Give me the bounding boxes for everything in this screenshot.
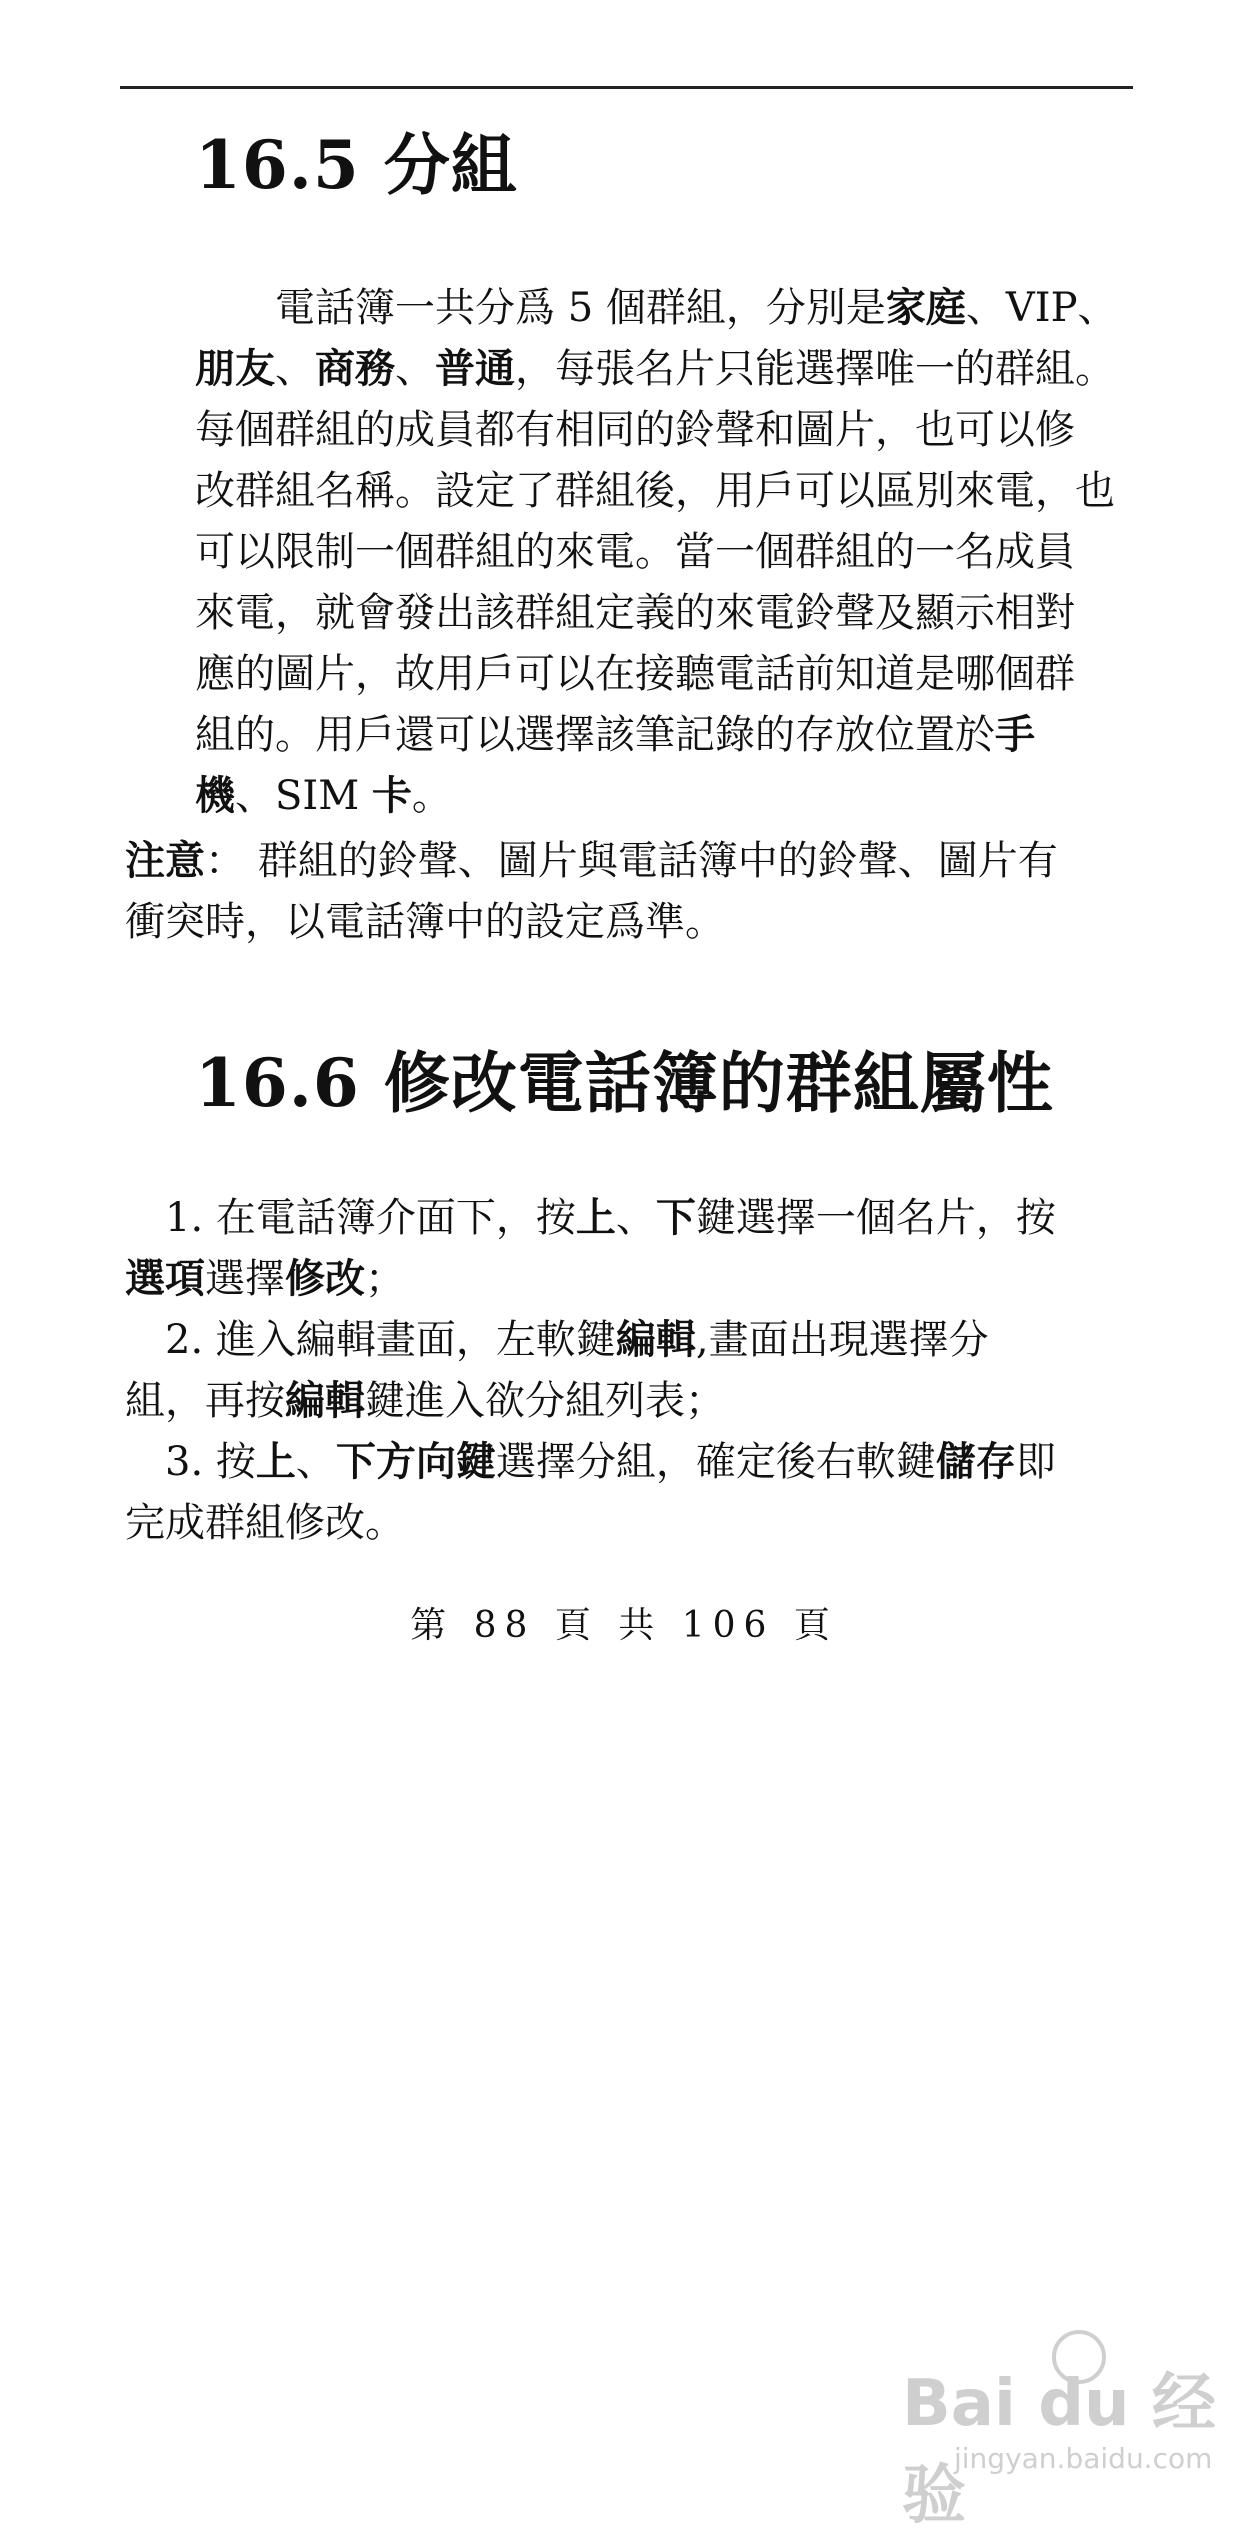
page-footer: 第 88 頁 共 106 頁 <box>410 1605 838 1646</box>
bold-term: 注意 <box>125 837 205 884</box>
bold-term: 下方向鍵 <box>335 1438 496 1485</box>
text-run: 完成群組修改。 <box>125 1500 405 1546</box>
text-run: 即 <box>1015 1439 1056 1485</box>
bold-term: 機 <box>195 772 235 819</box>
step-line <box>125 1190 1056 1246</box>
baidu-watermark <box>902 2322 1232 2533</box>
bold-term: 編輯 <box>285 1377 365 1424</box>
body-line <box>195 341 1115 397</box>
text-run: 、 <box>395 346 435 392</box>
bold-term: 卡 <box>371 772 412 819</box>
bold-term: 選項 <box>125 1255 205 1302</box>
text-run: 1. 在電話簿介面下，按 <box>125 1195 576 1241</box>
section-heading-16-6: 16.6 修改電話簿的群組屬性 <box>195 1044 1054 1122</box>
step-line <box>125 1312 989 1368</box>
text-run: 2. 進入編輯畫面，左軟鍵 <box>125 1317 616 1363</box>
step-line <box>125 1495 405 1551</box>
bold-term: 手 <box>995 711 1035 758</box>
text-run: 鍵進入欲分組列表； <box>365 1378 725 1424</box>
section-heading-16-5: 16.5 分組 <box>195 126 518 204</box>
text-run: 應的圖片，故用戶可以在接聽電話前知道是哪個群 <box>195 651 1075 697</box>
bold-term: 朋友 <box>195 345 275 392</box>
text-run: 來電，就會發出該群組定義的來電鈴聲及顯示相對 <box>195 590 1075 636</box>
text-run: 改群組名稱。設定了群組後，用戶可以區別來電，也 <box>195 468 1115 514</box>
text-run: 選擇分組，確定後右軟鍵 <box>495 1439 936 1485</box>
body-line <box>195 768 452 824</box>
bold-term: 普通 <box>435 345 515 392</box>
body-line <box>195 524 1075 580</box>
bold-term: 上 <box>575 1194 616 1241</box>
text-run: ； <box>365 1256 405 1302</box>
text-run: 、SIM <box>235 773 372 819</box>
text-run: 組，再按 <box>125 1378 285 1424</box>
body-line <box>195 646 1075 702</box>
text-run: 電話簿一共分爲 5 個群組，分別是 <box>195 285 886 331</box>
text-run: 每個群組的成員都有相同的鈴聲和圖片，也可以修 <box>195 407 1075 453</box>
step-line <box>125 1251 405 1307</box>
bold-term: 編輯 <box>615 1316 696 1363</box>
text-run: ,畫面出現選擇分 <box>695 1317 989 1363</box>
body-line <box>195 707 1035 763</box>
body-line <box>195 463 1115 519</box>
watermark-logo: Bai du 经验 <box>902 2367 1216 2533</box>
text-run: 、 <box>295 1439 336 1485</box>
bold-term: 修改 <box>285 1255 365 1302</box>
text-run: 衝突時，以電話簿中的設定爲準。 <box>125 899 725 945</box>
bold-term: 商務 <box>315 345 395 392</box>
top-rule <box>120 86 1133 89</box>
text-run: 、VIP、 <box>965 285 1118 331</box>
text-run: 可以限制一個群組的來電。當一個群組的一名成員 <box>195 529 1075 575</box>
text-run: ： 群組的鈴聲、圖片與電話簿中的鈴聲、圖片有 <box>205 838 1058 884</box>
text-run: 、 <box>615 1195 656 1241</box>
bold-term: 下 <box>655 1194 696 1241</box>
bold-term: 儲存 <box>935 1438 1016 1485</box>
text-run: ，每張名片只能選擇唯一的群組。 <box>515 346 1115 392</box>
text-run: 。 <box>411 773 452 819</box>
step-line <box>125 1434 1056 1490</box>
bold-term: 家庭 <box>885 284 966 331</box>
text-run: 組的。用戶還可以選擇該筆記錄的存放位置於 <box>195 712 995 758</box>
body-line <box>195 402 1075 458</box>
text-run: 選擇 <box>205 1256 285 1302</box>
note-line <box>125 833 1058 889</box>
text-run: 3. 按 <box>125 1439 256 1485</box>
note-line <box>125 894 725 950</box>
body-line <box>195 585 1075 641</box>
watermark-url: jingyan.baidu.com <box>954 2442 1213 2475</box>
text-run: 、 <box>275 346 315 392</box>
text-run: 鍵選擇一個名片，按 <box>695 1195 1056 1241</box>
step-line <box>125 1373 725 1429</box>
bold-term: 上 <box>255 1438 296 1485</box>
body-line <box>195 280 1118 336</box>
